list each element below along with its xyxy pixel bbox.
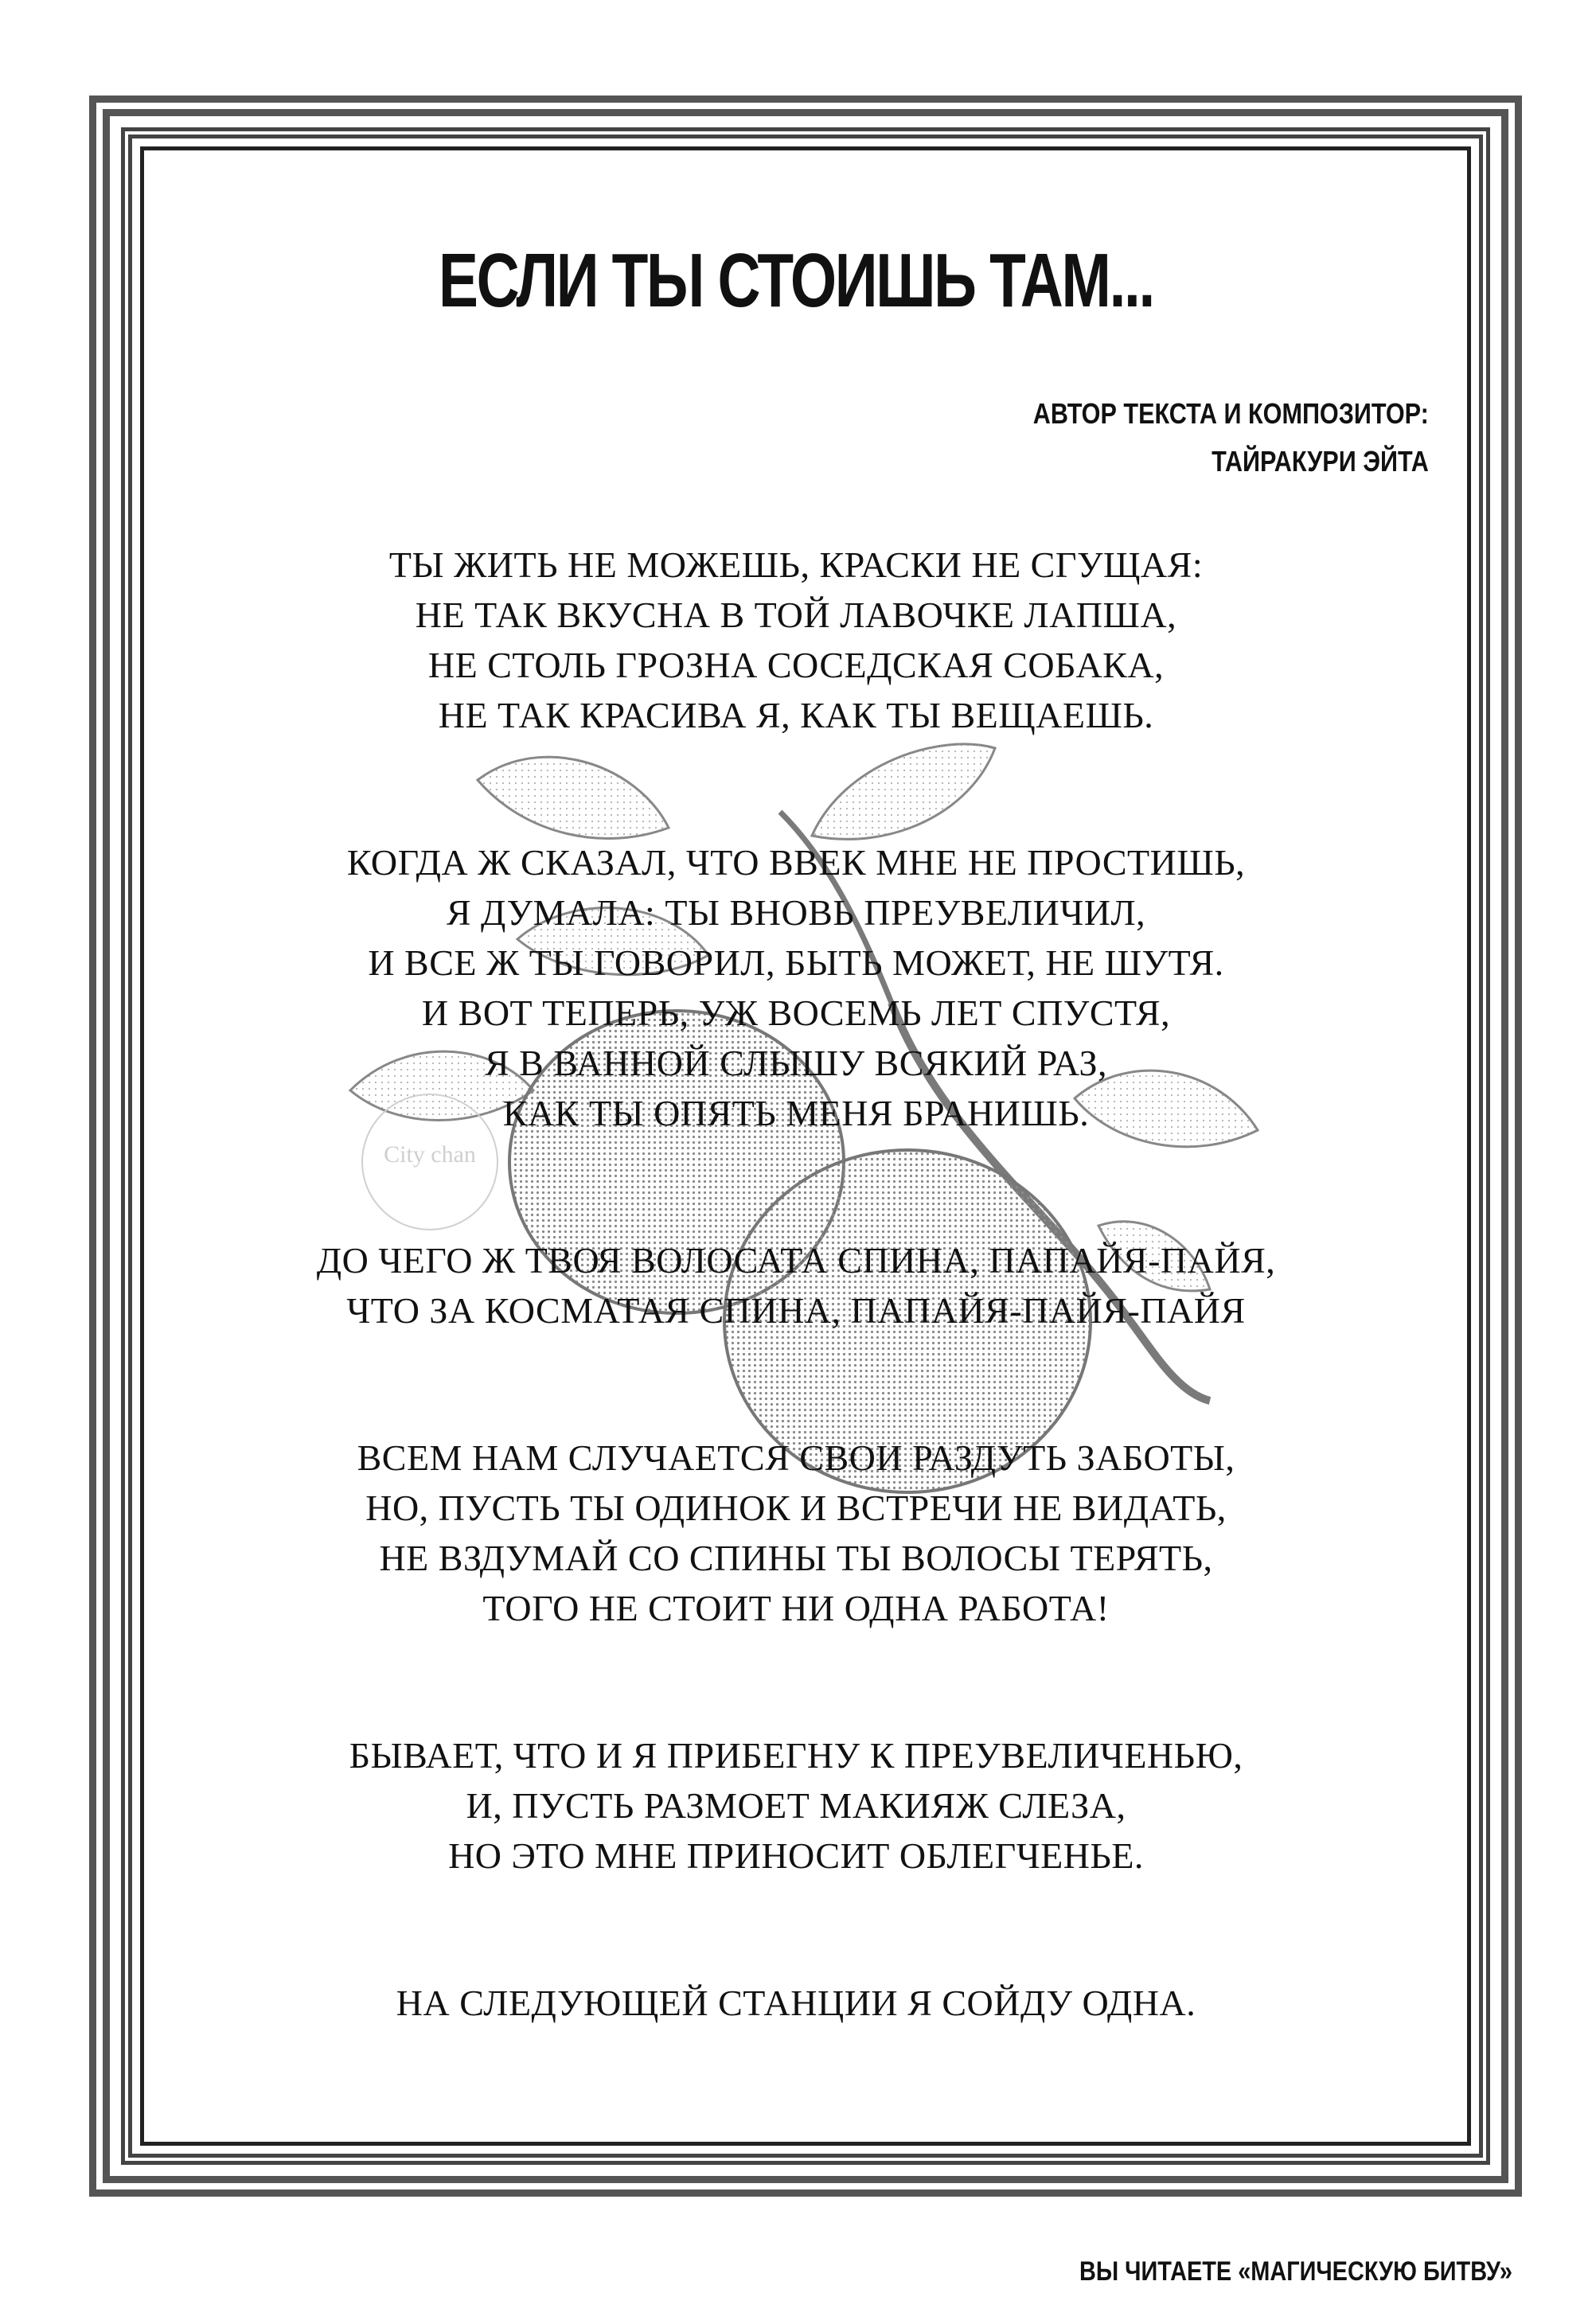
lyric-line: ДО ЧЕГО Ж ТВОЯ ВОЛОСАТА СПИНА, ПАПАЙЯ-ПАЙЯ, [316, 1240, 1276, 1281]
lyric-line: И, ПУСТЬ РАЗМОЕТ МАКИЯЖ СЛЕЗА, [466, 1785, 1126, 1826]
footer-caption: ВЫ ЧИТАЕТЕ «МАГИЧЕСКУЮ БИТВУ» [1079, 2256, 1512, 2287]
stanza-4 [0, 1433, 1592, 1633]
lyric-line: БЫВАЕТ, ЧТО И Я ПРИБЕГНУ К ПРЕУВЕЛИЧЕНЬЮ, [349, 1735, 1243, 1776]
lyric-line: НО, ПУСТЬ ТЫ ОДИНОК И ВСТРЕЧИ НЕ ВИДАТЬ, [365, 1488, 1227, 1528]
song-lyrics [0, 540, 1592, 2125]
lyric-line: КАК ТЫ ОПЯТЬ МЕНЯ БРАНИШЬ. [502, 1093, 1090, 1133]
stanza-2 [0, 837, 1592, 1138]
stanza-5 [0, 1730, 1592, 1881]
lyric-line: НЕ ТАК ВКУСНА В ТОЙ ЛАВОЧКЕ ЛАПША, [415, 595, 1177, 635]
stanza-1 [0, 540, 1592, 740]
lyric-line: НА СЛЕДУЮЩЕЙ СТАНЦИИ Я СОЙДУ ОДНА. [396, 1983, 1196, 2023]
lyric-line: НЕ ТАК КРАСИВА Я, КАК ТЫ ВЕЩАЕШЬ. [438, 695, 1154, 735]
lyric-line: ЧТО ЗА КОСМАТАЯ СПИНА, ПАПАЙЯ-ПАЙЯ-ПАЙЯ [346, 1290, 1246, 1331]
stanza-3 [0, 1235, 1592, 1336]
lyric-line: И ВОТ ТЕПЕРЬ, УЖ ВОСЕМЬ ЛЕТ СПУСТЯ, [421, 992, 1171, 1033]
lyric-line: ВСЕМ НАМ СЛУЧАЕТСЯ СВОИ РАЗДУТЬ ЗАБОТЫ, [357, 1437, 1235, 1478]
lyric-line: НО ЭТО МНЕ ПРИНОСИТ ОБЛЕГЧЕНЬЕ. [448, 1835, 1144, 1876]
stanza-6 [0, 1978, 1592, 2028]
lyric-line: КОГДА Ж СКАЗАЛ, ЧТО ВВЕК МНЕ НЕ ПРОСТИШЬ, [346, 842, 1246, 883]
lyric-line: НЕ СТОЛЬ ГРОЗНА СОСЕДСКАЯ СОБАКА, [427, 645, 1165, 685]
lyric-line: Я В ВАННОЙ СЛЫШУ ВСЯКИЙ РАЗ, [484, 1043, 1108, 1083]
lyric-line: НЕ ВЗДУМАЙ СО СПИНЫ ТЫ ВОЛОСЫ ТЕРЯТЬ, [379, 1538, 1213, 1578]
credits-name: ТАЙРАКУРИ ЭЙТА [1212, 445, 1429, 478]
lyric-line: ТЫ ЖИТЬ НЕ МОЖЕШЬ, КРАСКИ НЕ СГУЩАЯ: [388, 544, 1204, 585]
credits [963, 390, 1429, 485]
credits-role: АВТОР ТЕКСТА И КОМПОЗИТОР: [1032, 397, 1429, 430]
page-title: ЕСЛИ ТЫ СТОИШЬ ТАМ... [439, 238, 1153, 323]
lyric-line: ТОГО НЕ СТОИТ НИ ОДНА РАБОТА! [482, 1588, 1110, 1628]
lyric-line: И ВСЕ Ж ТЫ ГОВОРИЛ, БЫТЬ МОЖЕТ, НЕ ШУТЯ. [368, 942, 1224, 983]
watermark-text: City chan [384, 1141, 476, 1168]
lyric-line: Я ДУМАЛА: ТЫ ВНОВЬ ПРЕУВЕЛИЧИЛ, [446, 892, 1146, 933]
